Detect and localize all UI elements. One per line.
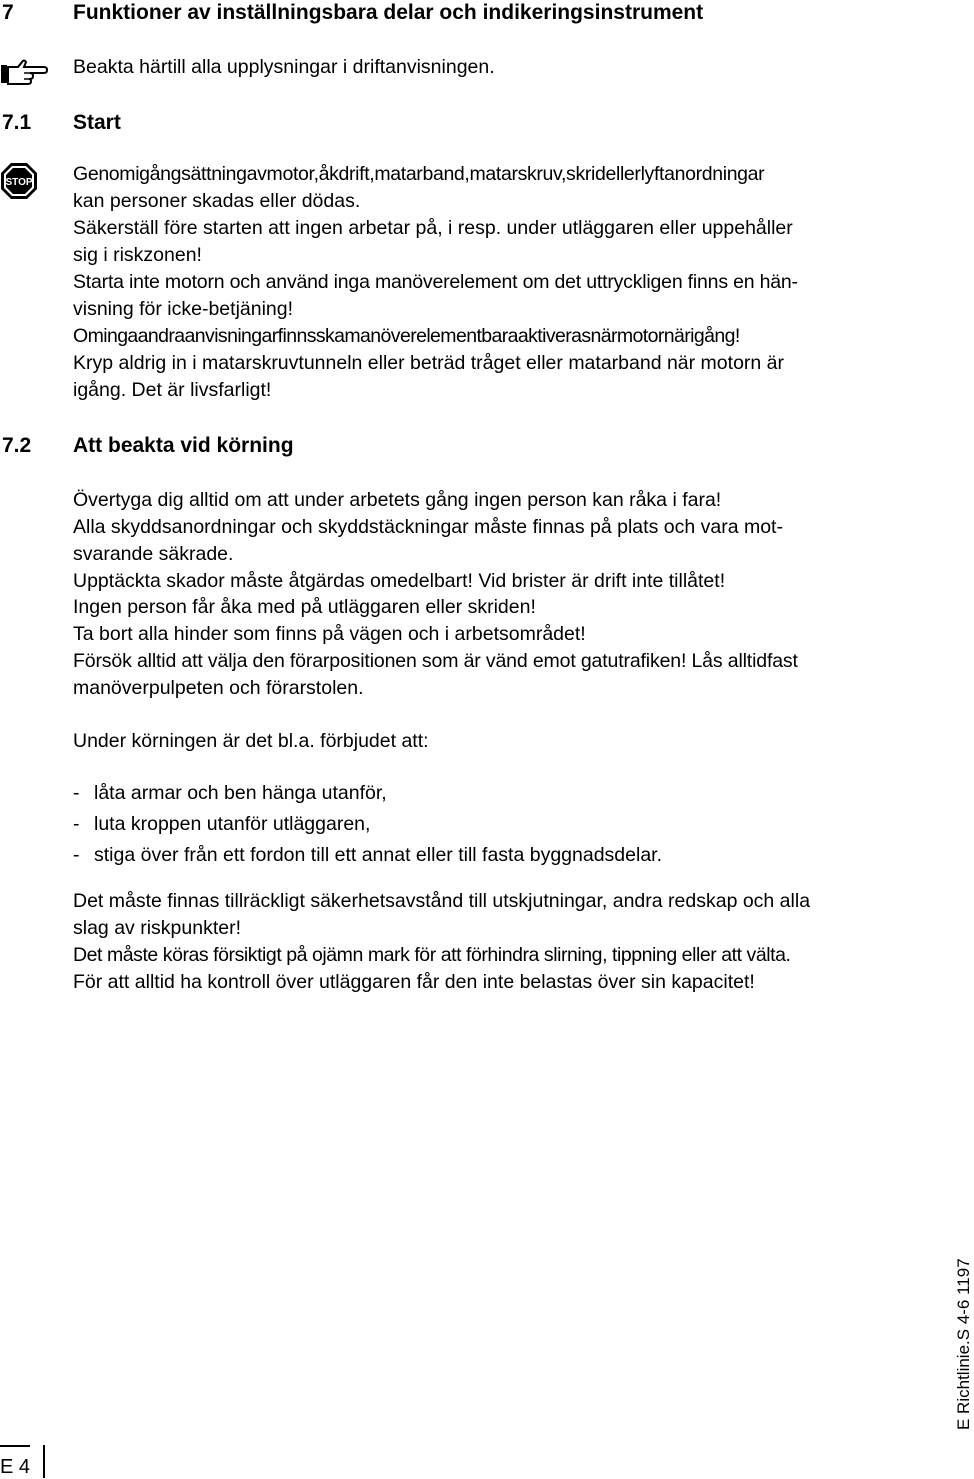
document-code: E Richtlinie.S 4-6 1197 <box>954 1258 973 1430</box>
paragraph-line: Det måste finnas tillräckligt säkerhetsavstånd till utskjutningar, andra redskap och alla <box>73 890 811 912</box>
paragraph-line: Omingaandraanvisningarfinnsskamanöverelementbaraaktiverasnärmotornärigång! <box>73 325 740 347</box>
prohibited-intro: Under körningen är det bl.a. förbjudet att: <box>73 730 429 752</box>
list-item: låta armar och ben hänga utanför, <box>94 782 387 804</box>
paragraph-line: Genomigångsättningavmotor,åkdrift,matarband,matarskruv,skridellerlyftanordningar <box>73 163 765 185</box>
stop-sign-icon <box>0 162 38 205</box>
bullet-marker: - <box>73 813 80 835</box>
section-number: 7.2 <box>2 434 32 457</box>
paragraph-line: Ingen person får åka med på utläggaren eller skriden! <box>73 596 536 618</box>
paragraph-line: Övertyga dig alltid om att under arbetets gång ingen person kan råka i fara! <box>73 489 722 511</box>
paragraph-line: Försök alltid att välja den förarpositionen som är vänd emot gatutrafiken! Lås alltidfast <box>73 650 798 672</box>
paragraph-line: Starta inte motorn och använd inga manöverelement om det uttryckligen finns en hän- <box>73 271 798 293</box>
section-title: Start <box>73 111 121 134</box>
paragraph-line: igång. Det är livsfarligt! <box>73 379 272 401</box>
paragraph-line: manöverpulpeten och förarstolen. <box>73 677 364 699</box>
list-item: luta kroppen utanför utläggaren, <box>94 813 371 835</box>
paragraph-line: Det måste köras försiktigt på ojämn mark för att förhindra slirning, tippning eller att välta. <box>73 944 791 966</box>
pointing-hand-icon <box>0 56 48 91</box>
paragraph-line: slag av riskpunkter! <box>73 917 241 939</box>
page-divider <box>43 1445 45 1478</box>
paragraph-line: För att alltid ha kontroll över utläggaren får den inte belastas över sin kapacitet! <box>73 971 755 993</box>
paragraph-line: Kryp aldrig in i matarskruvtunneln eller beträd tråget eller matarband när motorn är <box>73 352 785 374</box>
paragraph-line: svarande säkrade. <box>73 543 234 565</box>
list-item: stiga över från ett fordon till ett annat eller till fasta byggnadsdelar. <box>94 844 662 866</box>
note-text: Beakta härtill alla upplysningar i driftanvisningen. <box>73 56 495 78</box>
page-number: E 4 <box>0 1456 31 1478</box>
bullet-marker: - <box>73 782 80 804</box>
paragraph-line: Upptäckta skador måste åtgärdas omedelbart! Vid brister är drift inte tillåtet! <box>73 570 726 592</box>
svg-text:STOP: STOP <box>5 177 33 188</box>
paragraph-line: kan personer skadas eller dödas. <box>73 190 361 212</box>
paragraph-line: Ta bort alla hinder som finns på vägen och i arbetsområdet! <box>73 623 586 645</box>
section-title: Att beakta vid körning <box>73 434 294 457</box>
paragraph-line: Säkerställ före starten att ingen arbetar på, i resp. under utläggaren eller uppehåller <box>73 217 793 239</box>
bullet-marker: - <box>73 844 80 866</box>
chapter-title: Funktioner av inställningsbara delar och indikeringsinstrument <box>73 1 704 24</box>
paragraph-line: visning för icke-betjäning! <box>73 298 294 320</box>
section-number: 7.1 <box>2 111 32 134</box>
page-divider <box>0 1445 30 1447</box>
chapter-number: 7 <box>2 1 14 24</box>
paragraph-line: sig i riskzonen! <box>73 244 202 266</box>
paragraph-line: Alla skyddsanordningar och skyddstäckningar måste finnas på plats och vara mot- <box>73 516 783 538</box>
